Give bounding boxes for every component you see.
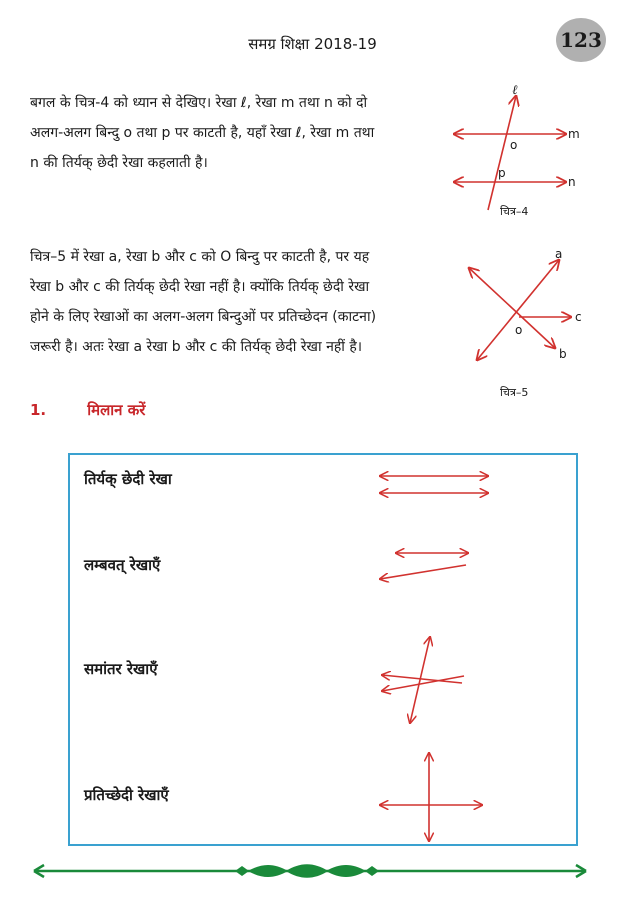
converging-lines-figure — [380, 553, 468, 579]
match-term: लम्बवत् रेखाएँ — [84, 556, 161, 574]
figure4-caption: चित्र–4 — [500, 205, 529, 218]
label-l: ℓ — [512, 83, 518, 98]
figure5-caption: चित्र–5 — [500, 386, 529, 399]
exercise-heading — [30, 400, 145, 420]
label-c: c — [575, 310, 582, 324]
match-term: तिर्यक् छेदी रेखा — [84, 470, 172, 488]
paragraph-line: जरूरी है। अतः रेखा a रेखा b और c की तिर्यक् छेदी रेखा नहीं है। — [30, 339, 363, 355]
match-term: समांतर रेखाएँ — [84, 660, 158, 678]
label-n: n — [568, 175, 576, 189]
label-o: o — [510, 138, 518, 152]
perpendicular-lines-figure — [380, 753, 482, 841]
match-term: प्रतिच्छेदी रेखाएँ — [84, 786, 169, 804]
paragraph-line: अलग-अलग बिन्दु o तथा p पर काटती है, यहाँ रेखा ℓ, रेखा m तथा — [30, 125, 375, 141]
parallel-lines-figure — [380, 476, 488, 493]
figure5-diagram — [455, 240, 605, 380]
paragraph-line: बगल के चित्र-4 को ध्यान से देखिए। रेखा ℓ, रेखा m तथा n को दो — [30, 95, 368, 111]
paragraph-line: n की तिर्यक् छेदी रेखा कहलाती है। — [30, 155, 208, 171]
paragraph-line: चित्र–5 में रेखा a, रेखा b और c को O बिन्दु पर काटती है, पर यह — [30, 249, 370, 265]
label-m: m — [568, 127, 580, 141]
transversal-l — [488, 96, 516, 210]
exercise-title: मिलान करें — [87, 401, 146, 419]
label-o: o — [515, 323, 523, 337]
match-figures — [370, 455, 500, 845]
line-a — [477, 260, 559, 360]
paragraph-figure4 — [30, 88, 450, 178]
label-b: b — [559, 347, 567, 361]
exercise-number: 1. — [30, 401, 47, 419]
transversal-lines-figure — [382, 637, 464, 723]
decorative-border-bar — [30, 860, 590, 882]
paragraph-line: रेखा b और c की तिर्यक् छेदी रेखा नहीं है। क्योंकि तिर्यक् छेदी रेखा — [30, 279, 370, 295]
page-number-badge: 123 — [556, 18, 606, 62]
paragraph-figure5 — [30, 242, 450, 362]
header-title: समग्र शिक्षा 2018-19 — [248, 35, 377, 53]
match-box — [68, 453, 578, 846]
label-p: p — [498, 166, 506, 180]
label-a: a — [555, 247, 563, 261]
paragraph-line: होने के लिए रेखाओं का अलग-अलग बिन्दुओं पर प्रतिच्छेदन (काटना) — [30, 309, 377, 325]
